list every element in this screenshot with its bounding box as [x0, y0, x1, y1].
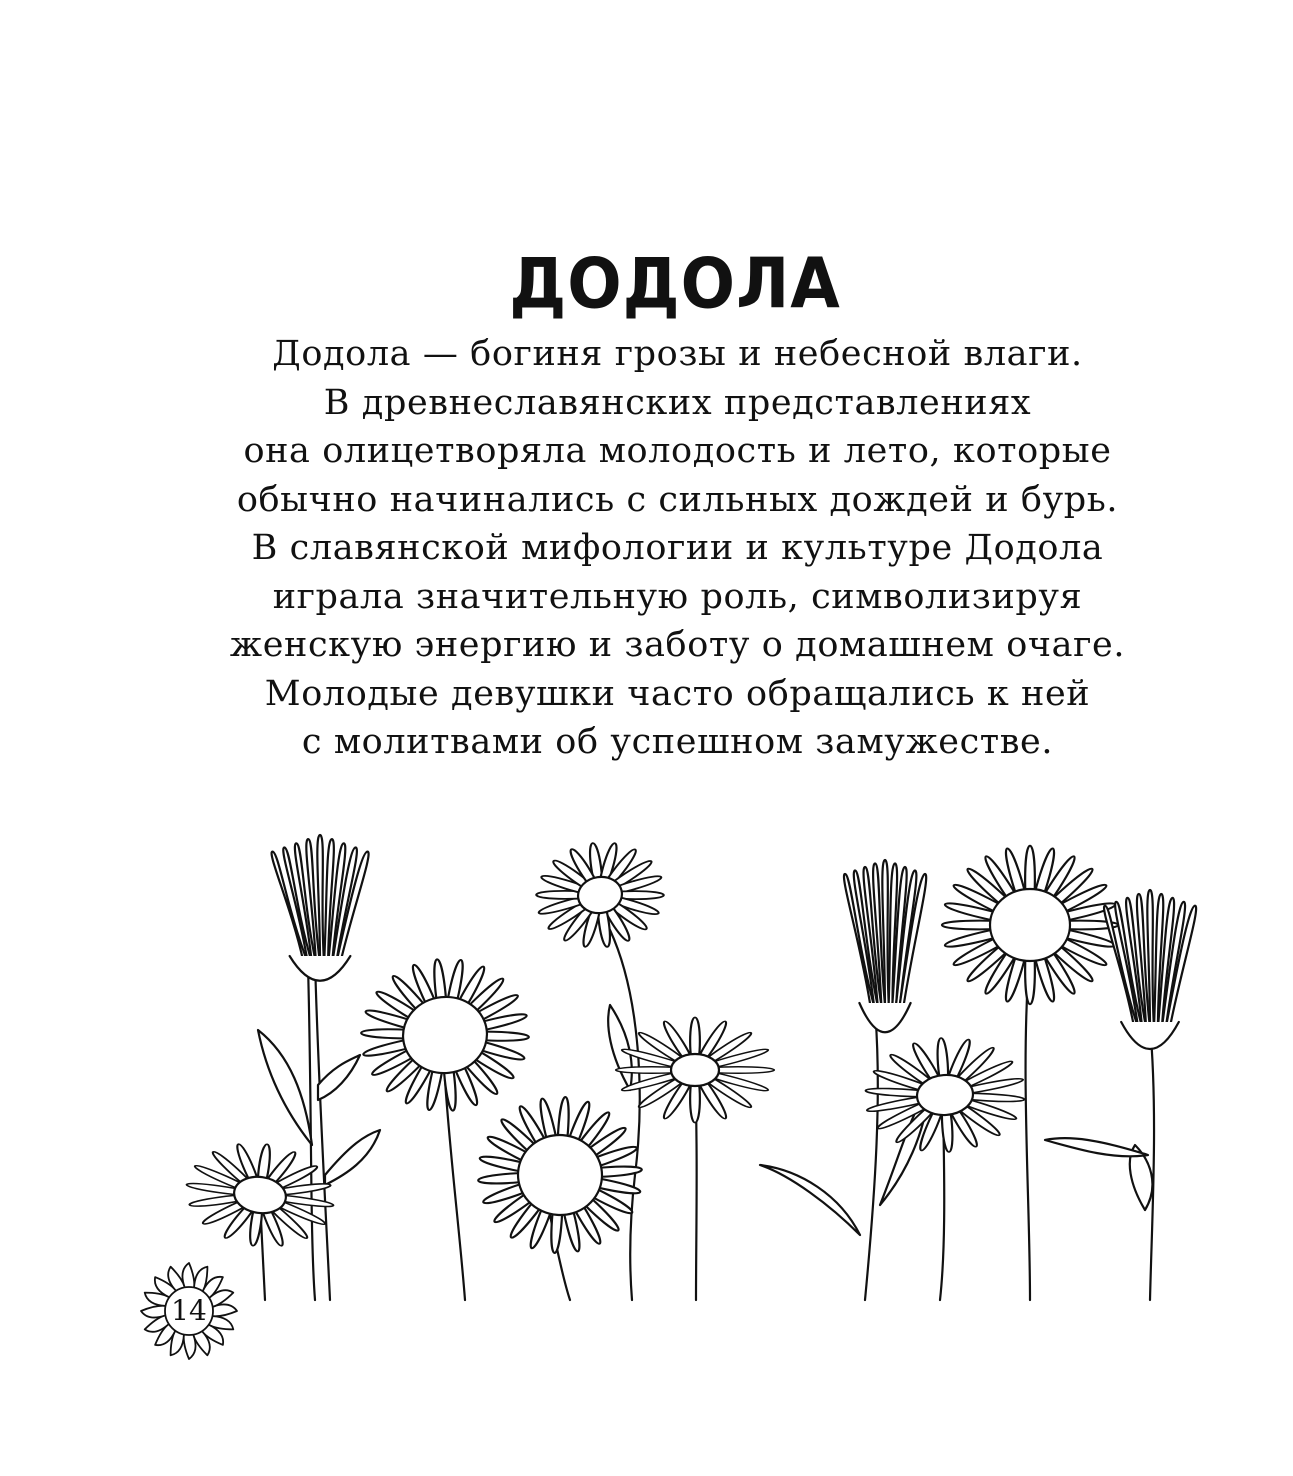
sun-ray	[184, 1334, 196, 1359]
paragraph-line: обычно начинались с сильных дождей и бурь.	[236, 479, 1119, 520]
daisy-flower	[180, 1134, 341, 1256]
bud-base	[1121, 1022, 1179, 1049]
paragraph-line: Додола — богиня грозы и небесной влаги.	[272, 334, 1083, 374]
page-number-badge	[133, 1255, 245, 1367]
paragraph-line: В славянской мифологии и культуре Додола	[251, 528, 1104, 568]
daisy-flower	[529, 834, 670, 955]
daisy-flower	[862, 1032, 1029, 1157]
flower-stem	[315, 960, 330, 1300]
paragraph-line: В древнеславянских представлениях	[323, 382, 1032, 423]
daisy-flower	[942, 846, 1118, 1004]
flower-leaf	[318, 1055, 360, 1100]
daisy-flower	[616, 1017, 774, 1122]
flower-stem	[1150, 1025, 1154, 1300]
flower-stem	[445, 1080, 465, 1300]
page-number: 14	[171, 1294, 207, 1327]
paragraph-line: с молитвами об успешном замужестве.	[301, 722, 1054, 762]
bud-flower	[844, 860, 926, 1032]
daisy-center	[990, 889, 1070, 961]
paragraph-line: играла значительную роль, символизируя	[272, 576, 1083, 617]
bud-flower	[272, 835, 369, 981]
bud-flower	[1104, 890, 1196, 1049]
flower-leaf	[608, 1005, 632, 1090]
sun-ray	[182, 1263, 194, 1288]
bud-base	[290, 956, 351, 981]
flower-leaf	[258, 1030, 312, 1145]
daisy-center	[671, 1054, 719, 1086]
flower-leaf	[760, 1165, 860, 1235]
flower-stem	[865, 1010, 878, 1300]
flower-leaf	[325, 1130, 380, 1185]
daisy-flower	[473, 1091, 647, 1258]
flower-stem	[610, 930, 640, 1300]
daisy-flowers-illustration	[140, 815, 1240, 1315]
paragraph-line: она олицетворяла молодость и лето, которые	[243, 431, 1112, 471]
paragraph-line: женскую энергию и заботу о домашнем очаге.	[229, 625, 1126, 665]
bud-base	[859, 1003, 910, 1032]
body-paragraph	[150, 330, 1205, 767]
page-title: ДОДОЛА	[509, 245, 841, 325]
paragraph-line: Молодые девушки часто обращались к ней	[264, 673, 1091, 714]
